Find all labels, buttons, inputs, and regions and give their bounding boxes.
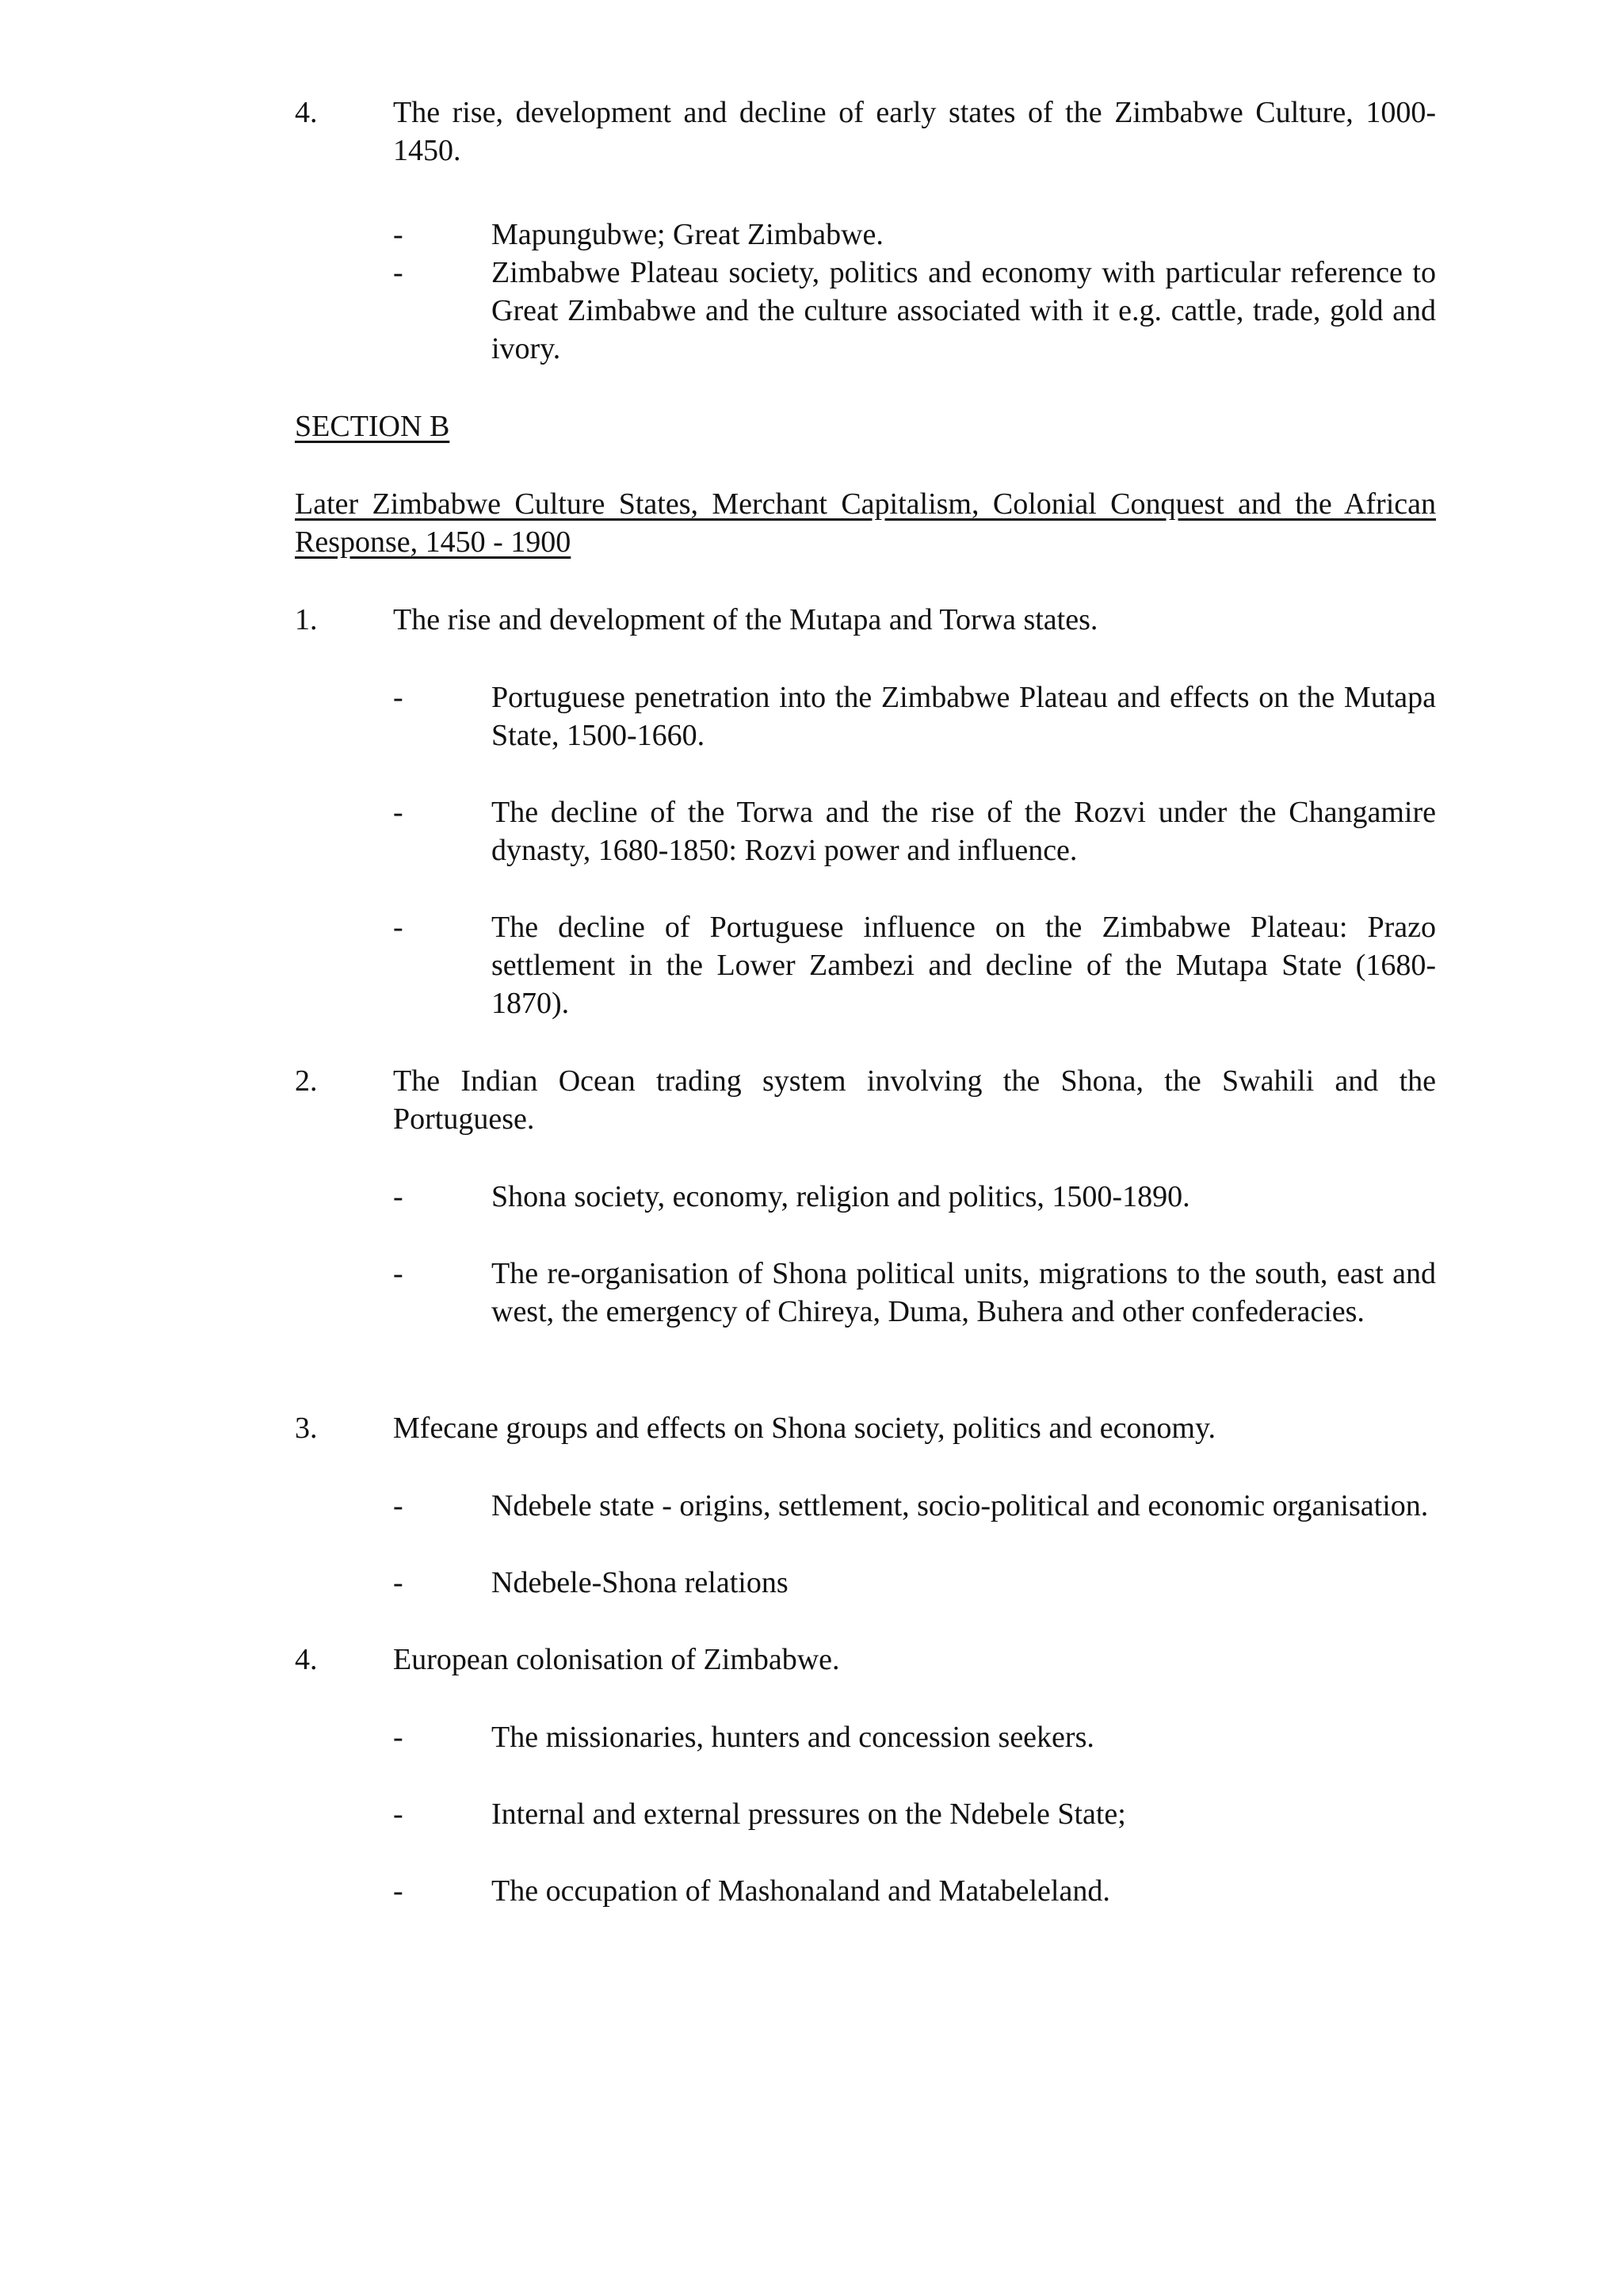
sub-point [393,254,1436,368]
dash-bullet: - [393,1180,403,1213]
item-title: Mfecane groups and effects on Shona society, politics and economy. [393,1412,1216,1445]
section-b-item-2 [295,1062,1436,1138]
sub-point-text: Shona society, economy, religion and politics, 1500-1890. [491,1180,1190,1213]
sub-point [393,1255,1436,1331]
sub-point-text: Ndebele state - origins, settlement, socio-political and economic organisation. [491,1489,1429,1522]
item-title: The Indian Ocean trading system involving the Shona, the Swahili and the Portuguese. [393,1064,1436,1136]
item-title: The rise and development of the Mutapa and Torwa states. [393,603,1098,636]
dash-bullet: - [393,911,403,944]
sub-point-text: The re-organisation of Shona political units, migrations to the south, east and west, the emergency of Chireya, Duma, Buhera and other confederacies. [491,1257,1436,1328]
dash-bullet: - [393,1489,403,1522]
dash-bullet: - [393,1797,403,1831]
dash-bullet: - [393,681,403,714]
section-a-item-4 [295,94,1436,170]
section-b-item-3-subs [393,1487,1436,1602]
section-b-item-1 [295,601,1436,639]
item-number: 4. [295,96,318,129]
dash-bullet: - [393,1721,403,1754]
sub-point [393,1487,1436,1525]
section-b-item-3 [295,1409,1436,1447]
item-number: 3. [295,1412,318,1445]
sub-point-text: Zimbabwe Plateau society, politics and economy with particular reference to Great Zimbabwe and the culture associated with it e.g. cattle, trade, gold and ivory. [491,256,1436,365]
sub-point-text: Ndebele-Shona relations [491,1566,789,1599]
sub-point [393,216,1436,254]
dash-bullet: - [393,256,403,289]
sub-point-text: The decline of Portuguese influence on the Zimbabwe Plateau: Prazo settlement in the Lower Zambezi and decline of the Mutapa State (1680-1870). [491,911,1436,1020]
sub-point-text: The missionaries, hunters and concession seekers. [491,1721,1094,1754]
sub-point [393,1718,1436,1756]
dash-bullet: - [393,1874,403,1908]
dash-bullet: - [393,1257,403,1290]
section-a-item-4-subs [393,216,1436,368]
sub-point-text: Internal and external pressures on the Ndebele State; [491,1797,1126,1831]
sub-point [393,793,1436,869]
item-number: 2. [295,1064,318,1098]
section-b-item-1-subs [393,678,1436,1022]
sub-point-text: The occupation of Mashonaland and Matabeleland. [491,1874,1110,1908]
item-number: 4. [295,1643,318,1676]
sub-point-text: Mapungubwe; Great Zimbabwe. [491,218,884,251]
section-b-title: Later Zimbabwe Culture States, Merchant Capitalism, Colonial Conquest and the African Response, 1450 - 1900 [295,487,1436,559]
section-b-label: SECTION B [295,410,450,443]
item-title: The rise, development and decline of early states of the Zimbabwe Culture, 1000-1450. [393,96,1436,167]
sub-point-text: Portuguese penetration into the Zimbabwe Plateau and effects on the Mutapa State, 1500-1660. [491,681,1436,752]
item-number: 1. [295,603,318,636]
sub-point [393,1872,1436,1910]
sub-point [393,1795,1436,1833]
sub-point [393,678,1436,755]
section-b-item-4 [295,1641,1436,1679]
sub-point [393,1178,1436,1216]
dash-bullet: - [393,796,403,829]
item-title: European colonisation of Zimbabwe. [393,1643,840,1676]
section-b-item-2-subs [393,1178,1436,1331]
dash-bullet: - [393,1566,403,1599]
sub-point [393,1564,1436,1602]
sub-point-text: The decline of the Torwa and the rise of the Rozvi under the Changamire dynasty, 1680-1850: Rozvi power and influence. [491,796,1436,867]
sub-point [393,908,1436,1022]
section-b-item-4-subs [393,1718,1436,1910]
dash-bullet: - [393,218,403,251]
